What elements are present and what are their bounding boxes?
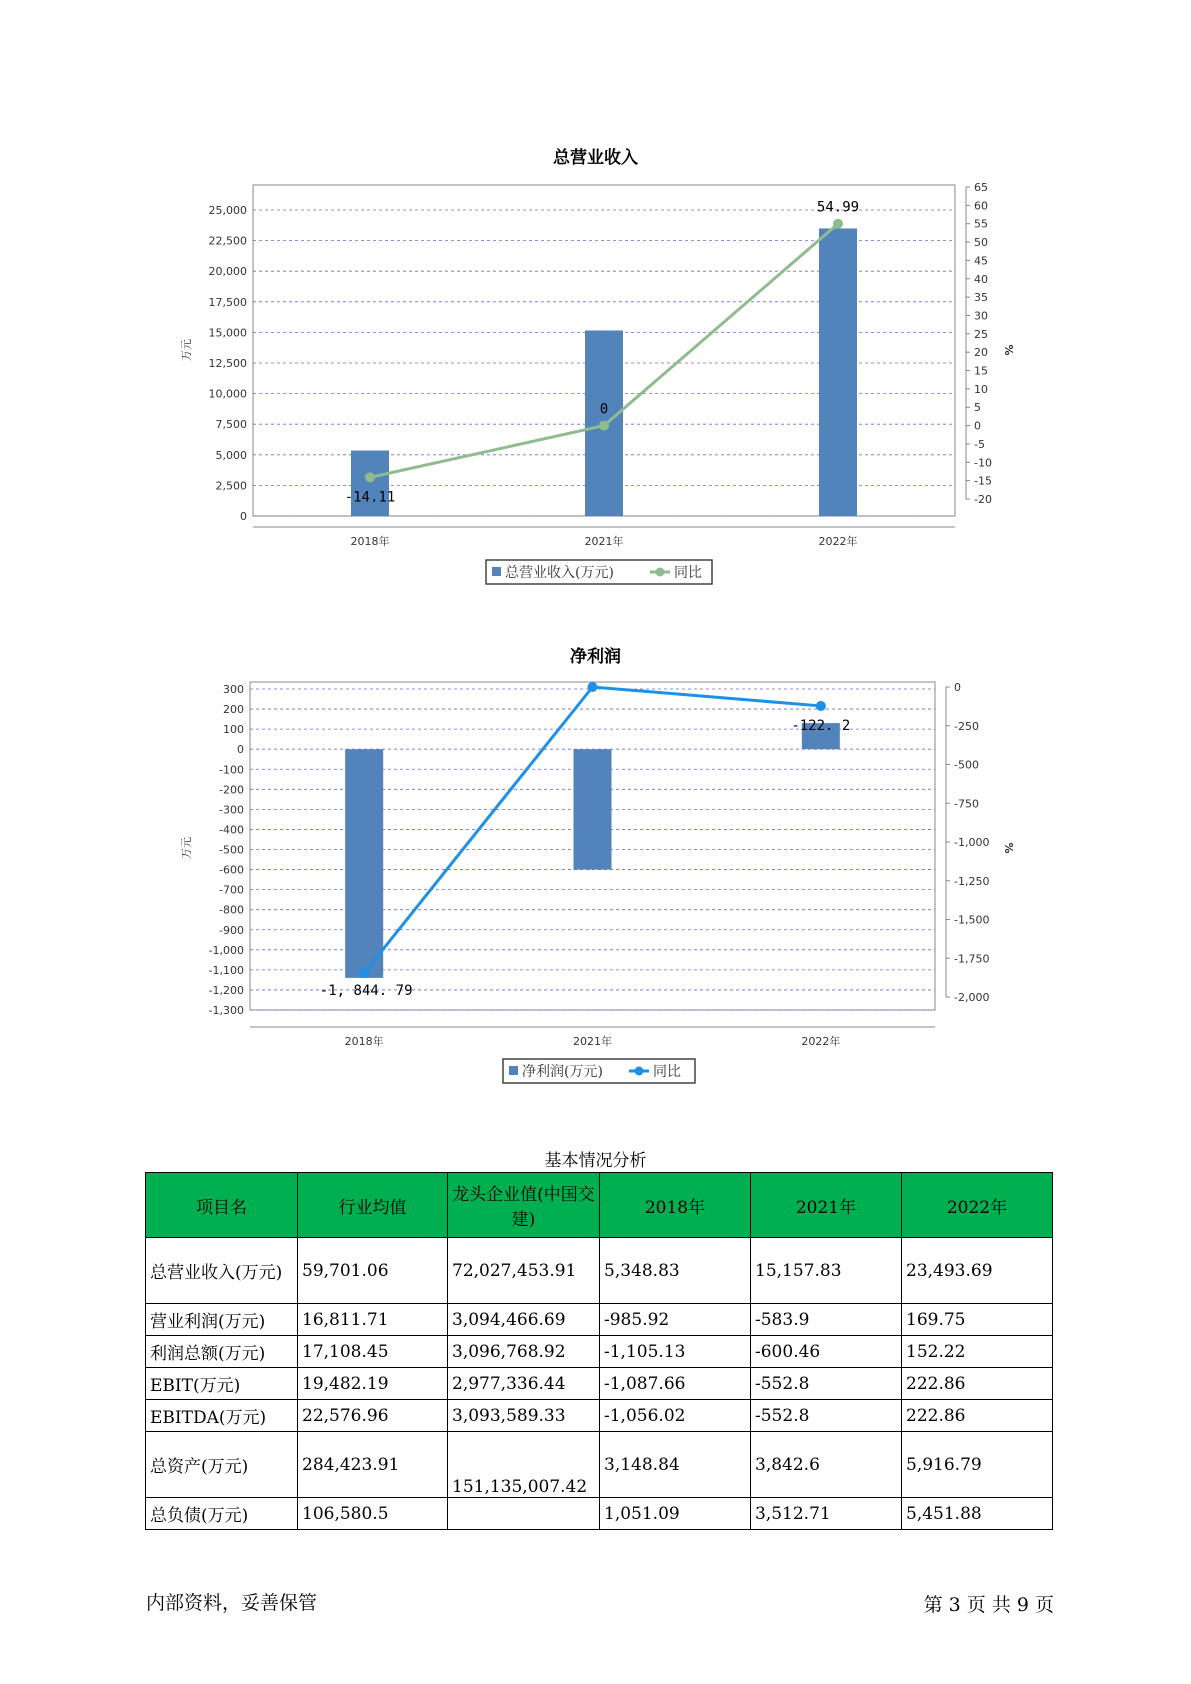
table-row	[146, 1336, 1053, 1368]
table-cell: 3,094,466.69	[448, 1304, 600, 1336]
table-row	[146, 1304, 1053, 1336]
y2-tick-label: -2,000	[954, 991, 990, 1004]
y-tick-label: 200	[223, 703, 244, 717]
data-label: -1, 844. 79	[319, 982, 413, 999]
y-tick-label: 0	[240, 510, 247, 523]
y2-tick-label: 40	[974, 272, 988, 286]
chart1-title: 总营业收入	[553, 148, 638, 168]
y2-tick-label: -250	[954, 719, 979, 733]
table-cell: -1,087.66	[600, 1368, 751, 1400]
table-cell: 59,701.06	[298, 1238, 448, 1304]
table-cell: -1,056.02	[600, 1400, 751, 1432]
y2-tick-label: 55	[974, 217, 988, 231]
table-cell: 151,135,007.42	[448, 1432, 600, 1498]
data-label: -14.11	[344, 489, 396, 506]
table-cell: 3,096,768.92	[448, 1336, 600, 1368]
y-tick-label: 20,000	[208, 265, 247, 279]
y2-tick-label: -15	[974, 474, 992, 488]
y-tick-label: -900	[219, 923, 244, 937]
table-cell: -600.46	[751, 1336, 902, 1368]
y2-tick-label: -1,250	[954, 874, 990, 888]
legend-line-label: 同比	[674, 565, 702, 581]
chart2-title: 净利润	[570, 647, 621, 667]
header-leader-value: 龙头企业值(中国交建)	[448, 1173, 600, 1238]
header-2022: 2022年	[902, 1173, 1053, 1238]
y-tick-label: -800	[219, 903, 244, 917]
table-cell: 5,916.79	[902, 1432, 1053, 1498]
row-label-cell: EBITDA(万元)	[146, 1400, 298, 1432]
table-cell: 3,512.71	[751, 1498, 902, 1530]
table-cell: 152.22	[902, 1336, 1053, 1368]
x-tick-label: 2022年	[818, 535, 858, 548]
data-label: -122. 2	[791, 717, 851, 734]
legend-bar-swatch	[509, 1066, 518, 1075]
y-axis-label: 万元	[180, 339, 193, 361]
table-cell: 23,493.69	[902, 1238, 1053, 1304]
header-2018: 2018年	[600, 1173, 751, 1238]
row-label-cell: 总营业收入(万元)	[146, 1238, 298, 1304]
table-cell: 284,423.91	[298, 1432, 448, 1498]
footer-page-number: 第 3 页 共 9 页	[923, 1594, 1054, 1616]
table-cell: 16,811.71	[298, 1304, 448, 1336]
y2-tick-label: 0	[974, 419, 981, 433]
table-header-row	[146, 1173, 1053, 1238]
y-tick-label: 10,000	[208, 387, 247, 401]
table-cell: 3,093,589.33	[448, 1400, 600, 1432]
y-tick-label: -1,000	[208, 943, 244, 957]
y-tick-label: -300	[219, 803, 244, 817]
y-tick-label: -1,300	[208, 1004, 244, 1017]
line-point	[816, 701, 826, 711]
x-tick-label: 2021年	[573, 1035, 612, 1048]
y2-tick-label: -750	[954, 797, 979, 811]
y-tick-label: 100	[223, 723, 244, 737]
table-row	[146, 1238, 1053, 1304]
bar	[574, 749, 612, 869]
y-tick-label: -200	[219, 783, 244, 797]
data-label: 0	[599, 401, 609, 418]
y-tick-label: 2,500	[215, 479, 247, 493]
table-cell: -985.92	[600, 1304, 751, 1336]
footer-confidential-note: 内部资料，妥善保管	[146, 1592, 318, 1614]
legend-bar-label: 净利润(万元)	[522, 1064, 603, 1080]
data-label: 54.99	[816, 199, 860, 216]
y-tick-label: -1,100	[208, 963, 244, 977]
header-item-name: 项目名	[146, 1173, 298, 1238]
y-tick-label: 7,500	[215, 418, 247, 432]
y2-tick-label: -1,750	[954, 952, 990, 966]
table-row	[146, 1368, 1053, 1400]
y-tick-label: 5,000	[215, 448, 247, 462]
table-cell: -552.8	[751, 1368, 902, 1400]
x-tick-label: 2018年	[344, 1035, 384, 1048]
y2-tick-label: -500	[954, 758, 979, 772]
table-cell: 15,157.83	[751, 1238, 902, 1304]
table-cell: 5,348.83	[600, 1238, 751, 1304]
line-point	[359, 968, 369, 978]
table-cell: 1,051.09	[600, 1498, 751, 1530]
x-tick-label: 2021年	[584, 535, 624, 548]
table-row	[146, 1498, 1053, 1530]
table-cell: 106,580.5	[298, 1498, 448, 1530]
y-tick-label: -700	[219, 883, 244, 897]
table-cell	[448, 1498, 600, 1530]
table-cell: 3,842.6	[751, 1432, 902, 1498]
y2-tick-label: 65	[974, 181, 988, 194]
y2-tick-label: -1,500	[954, 913, 990, 927]
table-cell: 5,451.88	[902, 1498, 1053, 1530]
y-tick-label: -100	[219, 763, 244, 777]
y2-tick-label: -1,000	[954, 836, 990, 849]
table-cell: 222.86	[902, 1400, 1053, 1432]
y-tick-label: -1,200	[208, 983, 244, 997]
y-tick-label: 300	[223, 683, 244, 696]
x-tick-label: 2018年	[350, 535, 390, 548]
y2-tick-label: -5	[974, 437, 985, 451]
table-cell: 222.86	[902, 1368, 1053, 1400]
y-tick-label: -400	[219, 823, 244, 837]
y-tick-label: 25,000	[208, 204, 247, 217]
line-point	[588, 682, 598, 692]
table-caption: 基本情况分析	[544, 1151, 647, 1171]
table-cell: -1,105.13	[600, 1336, 751, 1368]
y2-tick-label: 30	[974, 309, 988, 323]
y-tick-label: 0	[237, 743, 244, 757]
y2-tick-label: 25	[974, 327, 988, 341]
table-cell: 22,576.96	[298, 1400, 448, 1432]
y2-axis-label: %	[1002, 344, 1015, 356]
legend-bar-label: 总营业收入(万元)	[505, 565, 614, 581]
row-label-cell: 营业利润(万元)	[146, 1304, 298, 1336]
row-label-cell: 总资产(万元)	[146, 1432, 298, 1498]
y2-tick-label: 0	[954, 681, 961, 694]
y2-tick-label: 10	[974, 382, 988, 396]
y-tick-label: 15,000	[208, 326, 247, 340]
header-industry-avg: 行业均值	[298, 1173, 448, 1238]
row-label-cell: EBIT(万元)	[146, 1368, 298, 1400]
table-cell: 2,977,336.44	[448, 1368, 600, 1400]
y-tick-label: 12,500	[208, 357, 247, 370]
y2-tick-label: 15	[974, 364, 988, 378]
y-tick-label: 17,500	[208, 295, 247, 309]
y2-tick-label: 50	[974, 236, 988, 250]
y-tick-label: 22,500	[208, 234, 247, 248]
y2-tick-label: 20	[974, 346, 988, 360]
analysis-table	[145, 1172, 1053, 1530]
row-label-cell: 总负债(万元)	[146, 1498, 298, 1530]
y2-tick-label: 45	[974, 254, 988, 268]
bar	[345, 749, 383, 978]
table-cell: 72,027,453.91	[448, 1238, 600, 1304]
table-cell: 3,148.84	[600, 1432, 751, 1498]
y2-tick-label: 5	[974, 401, 981, 415]
table-row	[146, 1432, 1053, 1498]
y-tick-label: -600	[219, 863, 244, 877]
table-cell: -583.9	[751, 1304, 902, 1336]
table-cell: -552.8	[751, 1400, 902, 1432]
legend-line-marker	[635, 1067, 644, 1076]
y2-tick-label: 35	[974, 291, 988, 305]
y-tick-label: -500	[219, 843, 244, 857]
table-row	[146, 1400, 1053, 1432]
y-axis-label: 万元	[180, 837, 193, 859]
y2-tick-label: -20	[974, 493, 992, 506]
x-tick-label: 2022年	[801, 1035, 841, 1048]
table-cell: 17,108.45	[298, 1336, 448, 1368]
table-cell: 169.75	[902, 1304, 1053, 1336]
row-label-cell: 利润总额(万元)	[146, 1336, 298, 1368]
header-2021: 2021年	[751, 1173, 902, 1238]
y2-axis-label: %	[1002, 842, 1015, 854]
legend-line-label: 同比	[653, 1064, 681, 1080]
y2-tick-label: 60	[974, 199, 988, 213]
y2-tick-label: -10	[974, 456, 992, 470]
table-cell: 19,482.19	[298, 1368, 448, 1400]
